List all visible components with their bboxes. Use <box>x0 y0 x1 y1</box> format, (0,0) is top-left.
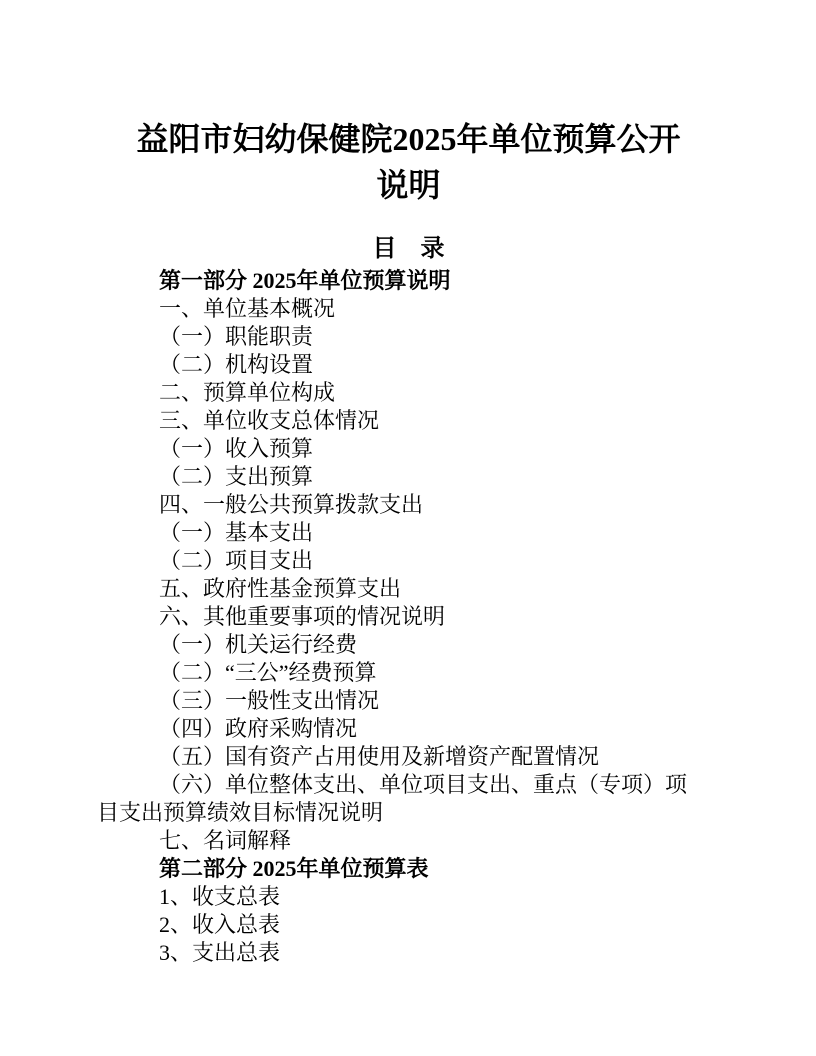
toc-item-general-expense: （三）一般性支出情况 <box>159 688 380 714</box>
toc-item-expense-budget: （二）支出预算 <box>159 464 314 490</box>
toc-item-state-assets: （五）国有资产占用使用及新增资产配置情况 <box>159 744 600 770</box>
toc-item-income-budget: （一）收入预算 <box>159 436 314 462</box>
toc-item-expense-table: 3、支出总表 <box>159 940 281 966</box>
toc-item-gov-fund-expense: 五、政府性基金预算支出 <box>159 576 402 602</box>
toc-item-budget-units: 二、预算单位构成 <box>159 380 336 406</box>
toc-item-project-expense: （二）项目支出 <box>159 548 314 574</box>
toc-item-gov-procurement: （四）政府采购情况 <box>159 716 358 742</box>
document-title-line-2: 说明 <box>376 167 441 204</box>
toc-heading: 目 录 <box>372 236 445 263</box>
toc-list <box>97 267 720 967</box>
toc-item-public-budget-expense: 四、一般公共预算拨款支出 <box>159 492 424 518</box>
toc-item-other-matters: 六、其他重要事项的情况说明 <box>159 604 446 630</box>
toc-item-part1: 第一部分 2025年单位预算说明 <box>159 268 451 294</box>
toc-item-glossary: 七、名词解释 <box>159 828 292 854</box>
document-title-line-1: 益阳市妇幼保健院2025年单位预算公开 <box>136 121 681 158</box>
toc-item-unit-overview: 一、单位基本概况 <box>159 296 336 322</box>
toc-item-income-expense-table: 1、收支总表 <box>159 884 281 910</box>
toc-item-three-public-funds: （二）“三公”经费预算 <box>159 660 377 686</box>
toc-item-performance-targets: （六）单位整体支出、单位项目支出、重点（专项）项 <box>159 772 688 798</box>
toc-item-org-structure: （二）机构设置 <box>159 352 314 378</box>
toc-item-income-expense-overview: 三、单位收支总体情况 <box>159 408 380 434</box>
toc-item-income-table: 2、收入总表 <box>159 912 281 938</box>
toc-item-performance-targets-wrap: 目支出预算绩效目标情况说明 <box>97 800 384 826</box>
document-title <box>97 116 720 208</box>
toc-item-operating-funds: （一）机关运行经费 <box>159 632 358 658</box>
toc-item-basic-expense: （一）基本支出 <box>159 520 314 546</box>
toc-item-part2: 第二部分 2025年单位预算表 <box>159 856 429 882</box>
toc-item-duties: （一）职能职责 <box>159 324 314 350</box>
